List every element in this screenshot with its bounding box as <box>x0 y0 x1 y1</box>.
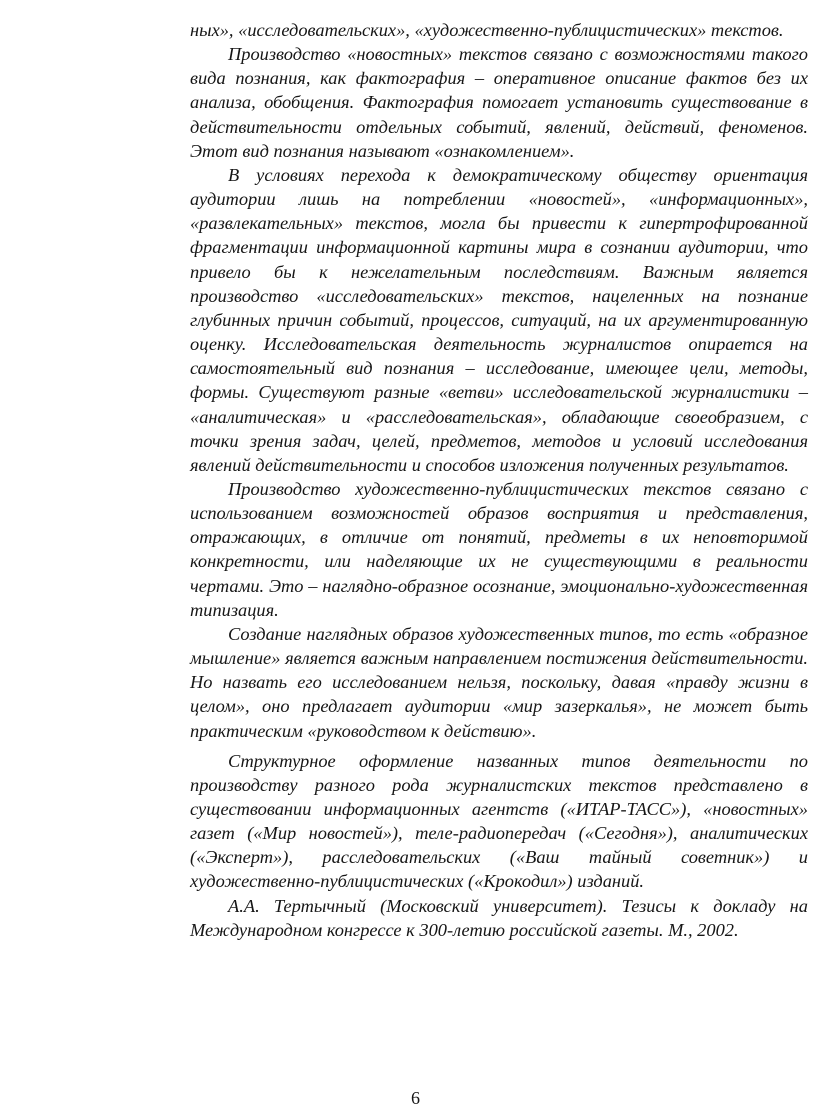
paragraph-attribution: А.А. Тертычный (Московский университет). Тезисы к докладу на Международном конгрессе к 300-летию российской газеты. М., 2002. <box>190 895 808 940</box>
paragraph-continuation: ных», «исследовательских», «художественно-публицистических» текстов. <box>190 20 784 40</box>
paragraph-news-texts: Производство «новостных» текстов связано с возможностями такого вида познания, как фактография – оперативное описание фактов без их анализа, обобщения. Фактография помогает установить существование в действительности отдельных событий, явлений, действий, феноменов. Этот вид познания называют «ознакомлением». <box>190 44 808 161</box>
page-number: 6 <box>411 1088 420 1108</box>
paragraph-structural-design: Структурное оформление названных типов деятельности по производству разного рода журналистских текстов представлено в существовании информационных агентств («ИТАР-ТАСС»), «новостных» газет («Мир новостей»), теле-радиопередач («Сегодня»), аналитических («Эксперт»), расследовательских («Ваш тайный советник») и художественно-публицистических («Крокодил») изданий. <box>190 750 808 892</box>
paragraph-research-texts: В условиях перехода к демократическому обществу ориентация аудитории лишь на потреблении «новостей», «информационных», «развлекательных» текстов, могла бы привести к гипертрофированной фрагментации информационной картины мира в сознании аудитории, что привело бы к нежелательным последствиям. Важным является производство «исследовательских» текстов, нацеленных на познание глубинных причин событий, процессов, ситуаций, на их аргументированную оценку. Исследовательская деятельность журналистов опирается на самостоятельный вид познания – исследование, имеющее цели, методы, формы. Существуют разные «ветви» исследовательской журналистики – «аналитическая» и «расследовательская», обладающие своеобразием, с точки зрения задач, целей, предметов, методов и условий исследования явлений действительности и способов изложения полученных результатов. <box>190 164 808 475</box>
paragraph-figurative-thinking: Создание наглядных образов художественных типов, то есть «образное мышление» является важным направлением постижения действительности. Но назвать его исследованием нельзя, поскольку, давая «правду жизни в целом», оно предлагает аудитории «мир зазеркалья», не может быть практическим «руководством к действию». <box>190 623 808 741</box>
paragraph-artistic-texts: Производство художественно-публицистических текстов связано с использованием возможностей образов восприятия и представления, отражающих, в отличие от понятий, предметы в их неповторимой конкретности, или наделяющие их не существующими в реальности чертами. Это – наглядно-образное осознание, эмоционально-художественная типизация. <box>190 478 808 620</box>
document-page <box>190 18 808 942</box>
